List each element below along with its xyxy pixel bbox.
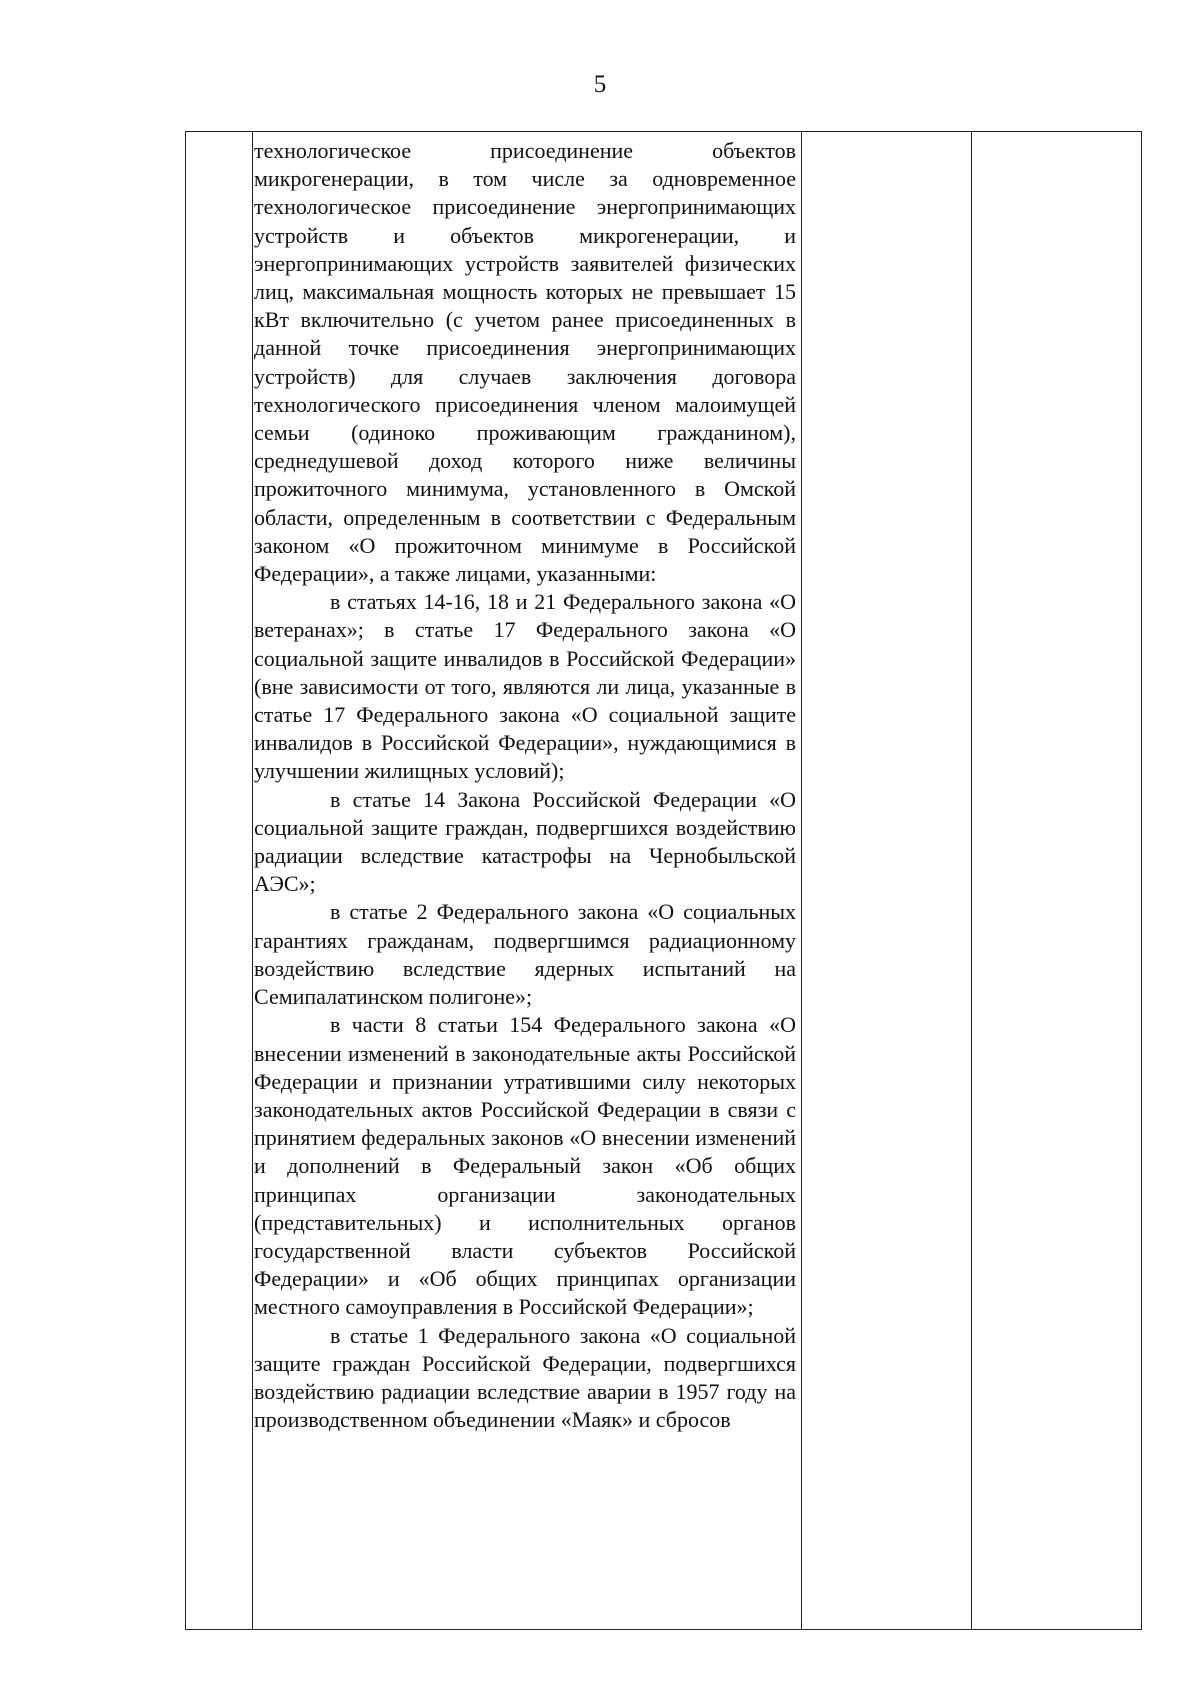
table-cell-text	[254, 137, 796, 1625]
paragraph-5: в части 8 статьи 154 Федерального закона «О внесении изменений в законодательные акты Российской Федерации и признании утратившими силу некоторых законодательных актов Российской Федерации в связи с принятием федеральных законов «О внесении изменений и дополнений в Федеральный закон «Об общих принципах организации законодательных (представительных) и исполнительных органов государственной власти субъектов Российской Федерации» и «Об общих принципах организации местного самоуправления в Российской Федерации»;	[254, 1012, 796, 1320]
column-divider-1	[252, 131, 253, 1630]
paragraph-2: в статьях 14-16, 18 и 21 Федерального закона «О ветеранах»; в статье 17 Федерального закона «О социальной защите инвалидов в Российской Федерации» (вне зависимости от того, являются ли лица, указанные в статье 17 Федерального закона «О социальной защите инвалидов в Российской Федерации», нуждающимися в улучшении жилищных условий);	[254, 589, 796, 784]
column-divider-3	[971, 131, 972, 1630]
page-number: 5	[593, 71, 607, 98]
paragraph-4: в статье 2 Федерального закона «О социальных гарантиях гражданам, подвергшимся радиационному воздействию вследствие ядерных испытаний на Семипалатинском полигоне»;	[254, 899, 796, 1010]
paragraph-3: в статье 14 Закона Российской Федерации «О социальной защите граждан, подвергшихся воздействию радиации вследствие катастрофы на Чернобыльской АЭС»;	[254, 786, 796, 897]
paragraph-1: технологическое присоединение объектов микрогенерации, в том числе за одновременное технологическое присоединение энергопринимающих устройств и объектов микрогенерации, и энергопринимающих устройств заявителей физических лиц, максимальная мощность которых не превышает 15 кВт включительно (с учетом ранее присоединенных в данной точке присоединения энергопринимающих устройств) для случаев заключения договора технологического присоединения членом малоимущей семьи (одиноко проживающим гражданином), среднедушевой доход которого ниже величины прожиточного минимума, установленного в Омской области, определенным в соответствии с Федеральным законом «О прожиточном минимуме в Российской Федерации», а также лицами, указанными:	[254, 138, 796, 587]
column-divider-2	[801, 131, 802, 1630]
paragraph-6: в статье 1 Федерального закона «О социальной защите граждан Российской Федерации, подвергшихся воздействию радиации вследствие аварии в 1957 году на производственном объединении «Маяк» и сбросов	[254, 1322, 796, 1433]
